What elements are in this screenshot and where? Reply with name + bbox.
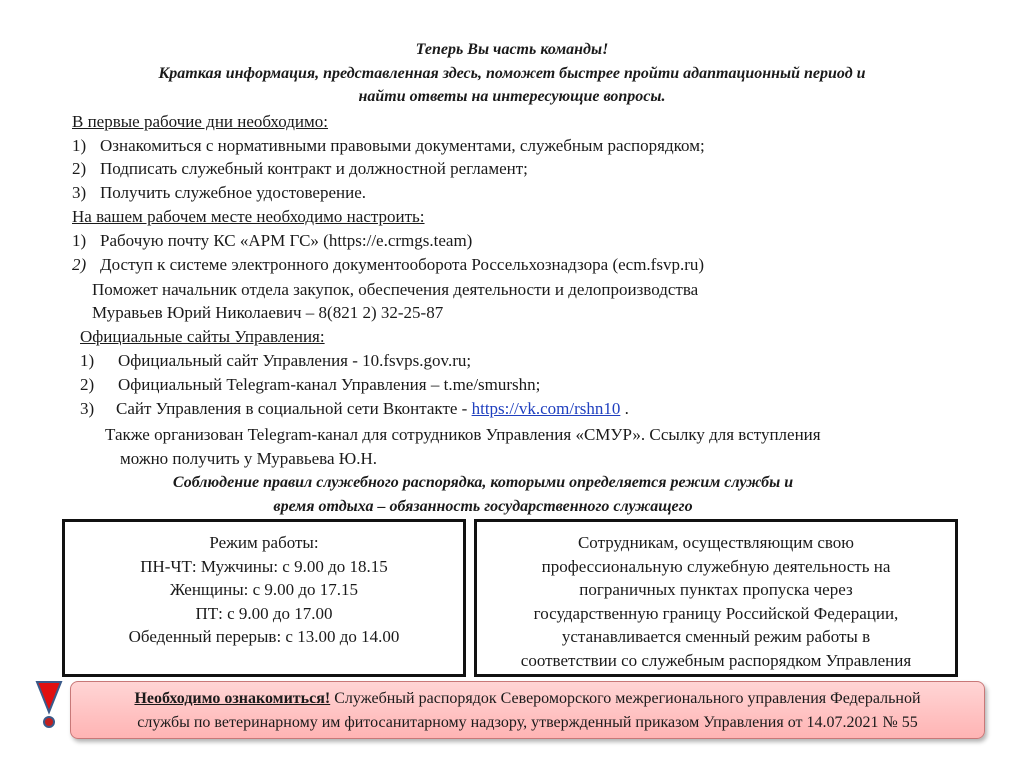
- vk-link[interactable]: https://vk.com/rshn10: [471, 399, 621, 418]
- list-item: [72, 135, 705, 157]
- notice-bold: Необходимо ознакомиться!: [134, 690, 331, 707]
- header-line-3: найти ответы на интересующие вопросы.: [358, 88, 666, 105]
- item-text: Получить служебное удостоверение.: [100, 183, 366, 202]
- header-line-1: Теперь Вы часть команды!: [415, 41, 609, 58]
- help-line-1: Поможет начальник отдела закупок, обеспечения деятельности и делопроизводства: [92, 280, 699, 299]
- list-item: [80, 350, 471, 372]
- border-staff-line: государственную границу Российской Федерации,: [533, 603, 899, 623]
- exclamation-icon: [34, 680, 64, 730]
- border-staff-line: пограничных пунктах пропуска через: [579, 580, 853, 599]
- schedule-line: Обеденный перерыв: с 13.00 до 14.00: [128, 627, 400, 646]
- item-end: .: [620, 399, 629, 418]
- item-number: 3): [80, 399, 95, 418]
- item-text: Официальный Telegram-канал Управления – t.me/smurshn;: [118, 375, 541, 394]
- workplace-title: На вашем рабочем месте необходимо настроить:: [72, 207, 425, 226]
- border-staff-box: [474, 519, 958, 677]
- item-number: 1): [72, 231, 87, 250]
- item-number: 2): [80, 375, 95, 394]
- border-staff-line: соответствии со служебным распорядком Управления: [520, 650, 912, 670]
- list-item: [72, 182, 366, 204]
- border-staff-line: устанавливается сменный режим работы в: [561, 627, 871, 646]
- border-staff-line: профессиональную служебную деятельность на: [541, 556, 891, 576]
- header-line-2: Краткая информация, представленная здесь, поможет быстрее пройти адаптационный период и: [158, 65, 866, 82]
- border-staff-line: Сотрудникам, осуществляющим свою: [577, 533, 855, 552]
- list-item: [80, 374, 540, 396]
- rules-line-2: время отдыха – обязанность государственного служащего: [273, 498, 693, 515]
- item-text: Подписать служебный контракт и должностной регламент;: [100, 159, 528, 178]
- item-text: Официальный сайт Управления - 10.fsvps.gov.ru;: [118, 351, 472, 370]
- item-number: 1): [72, 136, 87, 155]
- sites-title: Официальные сайты Управления:: [80, 327, 325, 346]
- schedule-box: [62, 519, 466, 677]
- schedule-line: ПН-ЧТ: Мужчины: с 9.00 до 18.15: [140, 556, 388, 576]
- item-number: 3): [72, 183, 87, 202]
- telegram-line-1: Также организован Telegram-канал для сотрудников Управления «СМУР». Ссылку для вступления: [105, 425, 821, 444]
- first-days-title: В первые рабочие дни необходимо:: [72, 112, 329, 131]
- item-number: 2): [72, 159, 87, 178]
- list-item: [72, 230, 472, 252]
- item-number: 1): [80, 351, 95, 370]
- list-item: [72, 158, 528, 180]
- notice-text-1: Служебный распорядок Североморского межрегионального управления Федеральной: [330, 690, 921, 707]
- schedule-line: Режим работы:: [209, 533, 319, 552]
- notice-banner: [70, 681, 985, 739]
- item-text: Ознакомиться с нормативными правовыми документами, служебным распорядком;: [100, 136, 705, 155]
- item-text: Доступ к системе электронного документооборота Россельхознадзора (ecm.fsvp.ru): [100, 255, 705, 274]
- telegram-line-2: можно получить у Муравьева Ю.Н.: [120, 449, 378, 468]
- rules-line-1: Соблюдение правил служебного распорядка, которыми определяется режим службы и: [172, 474, 794, 491]
- notice-text-2: службы по ветеринарному им фитосанитарному надзору, утвержденный приказом Управления от 14.07.2021 № 55: [137, 714, 918, 731]
- item-text: Рабочую почту КС «АРМ ГС» (https://e.crmgs.team): [100, 231, 473, 250]
- help-line-2: Муравьев Юрий Николаевич – 8(821 2) 32-25-87: [92, 303, 444, 322]
- list-item: [80, 398, 629, 420]
- item-number: 2): [72, 255, 87, 274]
- list-item: [72, 254, 704, 276]
- item-text: Сайт Управления в социальной сети Вконтакте -: [116, 399, 472, 418]
- schedule-line: Женщины: с 9.00 до 17.15: [169, 580, 359, 599]
- schedule-line: ПТ: с 9.00 до 17.00: [195, 603, 333, 623]
